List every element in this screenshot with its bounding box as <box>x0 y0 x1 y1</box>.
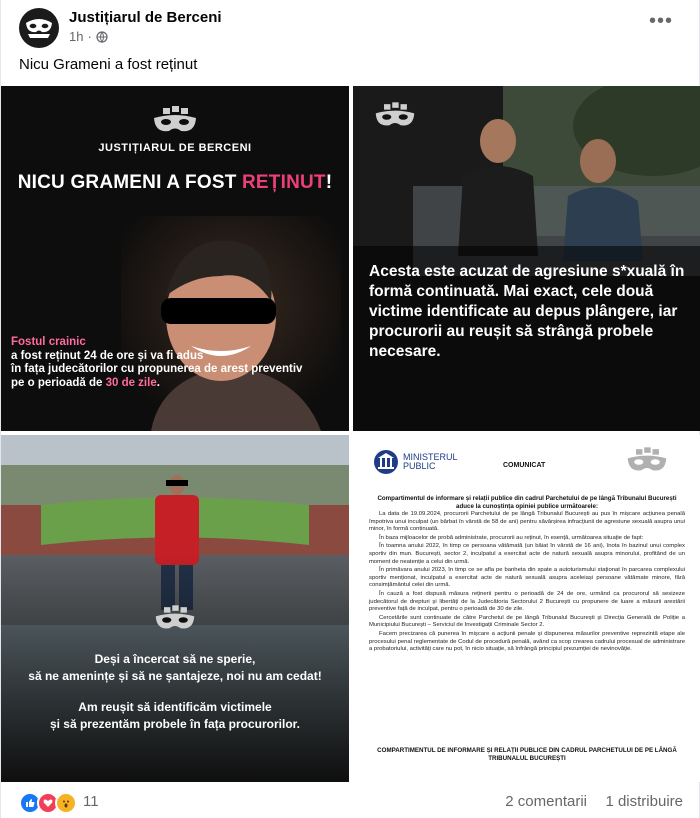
tile1-line4a: pe o perioadă de <box>11 376 106 389</box>
tile1-line1: Fostul crainic <box>11 336 86 348</box>
tile1-line2: a fost reținut 24 de ore și va fi adus <box>11 349 204 362</box>
street-scene-image <box>353 86 700 431</box>
man-portrait-image <box>121 216 341 431</box>
reactions-summary[interactable] <box>19 792 73 814</box>
post-header <box>19 8 683 48</box>
comments-link[interactable]: 2 comentarii <box>505 793 587 810</box>
tile1-line4c: . <box>156 376 160 389</box>
tile3-text1 <box>1 651 349 685</box>
shares-link[interactable]: 1 distribuire <box>605 793 683 810</box>
doc-title: Compartimentul de informare și relații publice din cadrul Parchetului de pe lângă Tribunalul București aduce la cunoștința opiniei publice următoarele: <box>377 495 677 510</box>
tile1-line4b: 30 de zile <box>105 376 157 389</box>
brand-mask-icon <box>625 447 669 477</box>
logo-line1: MINISTERUL <box>403 452 458 462</box>
headline-accent: REȚINUT <box>242 172 326 193</box>
brand-mask-icon <box>153 605 197 635</box>
tile1-line3: în fața judecătorilor cu propunerea de arest preventiv <box>11 363 303 375</box>
reaction-count[interactable]: 11 <box>83 793 99 810</box>
doc-paragraph: Cercetările sunt continuate de către Parchetul de pe lângă Tribunalul București și Direcția Generală de Poliție a Municipiului București – Serviciul de Investigații Criminale Sector 2. <box>369 614 685 629</box>
more-options-icon[interactable]: ••• <box>648 10 673 32</box>
post-caption: Nicu Grameni a fost reținut <box>19 56 198 73</box>
photo-tile-4[interactable] <box>353 435 700 782</box>
doc-footer: COMPARTIMENTUL DE INFORMARE ȘI RELAȚII PUBLICE DIN CADRUL PARCHETULUI DE PE LÂNGĂ TRIBUNALUL BUCUREȘTI <box>377 747 677 762</box>
page-avatar[interactable] <box>19 8 59 48</box>
doc-paragraph: În baza mijloacelor de probă administrate, procurorii au reținut, în esență, următoarea situație de fapt: <box>379 534 644 541</box>
photo-tile-1[interactable] <box>1 86 349 431</box>
tile1-line4 <box>11 377 341 391</box>
post-time[interactable]: 1h <box>69 29 84 44</box>
brand-mask-icon <box>373 102 417 132</box>
headline-main: NICU GRAMENI A FOST <box>17 172 242 193</box>
photo-tile-2[interactable] <box>353 86 700 431</box>
doc-body <box>369 511 685 655</box>
doc-paragraph: În toamna anului 2022, în timp ce persoana vătămată (un băiat în vârstă de 16 ani), înota în bazinul unui complex sportiv din mun. București, sector 2, inculpatul a exercitat acte de natură sexuală asupra minorului, profitând de un moment de neatenție a celui din urmă. <box>369 543 685 565</box>
logo-line2: PUBLIC <box>403 461 436 471</box>
tile3-text2-line1: Am reușit să identificăm victimele <box>78 700 272 714</box>
photo-grid <box>1 86 700 782</box>
doc-paragraph: În cauză a fost dispusă măsura reținerii pentru o perioadă de 24 de ore, urmând ca procurorul să sesizeze judecătorul de drepturi și libertăți de la Judecătoria Sectorului 2 București cu propunere de luare a măsurii arestării preventive față de inculpat, pentru o perioadă de 30 de zile. <box>369 590 685 613</box>
tile2-caption: Acesta este acuzat de agresiune s*xuală în formă continuată. Mai exact, cele două victime identificate au depus plângere, iar procurorii au reușit să strângă probele necesare. <box>369 263 685 360</box>
tile3-text2 <box>1 699 349 733</box>
brand-name: JUSTIȚIARUL DE BERCENI <box>98 142 252 154</box>
tile1-caption <box>11 336 341 390</box>
doc-comunicat: COMUNICAT <box>503 462 546 469</box>
doc-paragraph: Facem precizarea că punerea în mișcare a acțiunii penale și dispunerea măsurilor preventive reprezintă etape ale procesului penal reglementate de Codul de procedură penală, având ca scop crearea cadrului procesual de administrare a probatoriului, activități care nu pot, în nicio situație, să înfrângă principiul prezumției de nevinovăție. <box>369 630 685 653</box>
doc-paragraph: În primăvara anului 2023, în timp ce se afla pe banheta din spate a autoturismului staționat în parcarea complexului sportiv menționat, inculpatul a exercitat acte de natură sexuală asupra aceleiași persoane vătămate minore, fără consimțământul celei din urmă. <box>369 567 685 589</box>
post-footer <box>19 788 683 814</box>
globe-icon <box>96 31 108 43</box>
ministry-emblem-icon <box>373 449 399 475</box>
wow-icon <box>55 792 77 814</box>
post-meta <box>69 29 108 44</box>
tile3-text1-line1: Deși a încercat să ne sperie, <box>94 652 256 666</box>
page-name[interactable]: Justițiarul de Berceni <box>69 9 222 26</box>
ministerul-public-logo <box>373 449 458 475</box>
meta-dot: · <box>87 29 92 44</box>
photo-tile-3[interactable] <box>1 435 349 782</box>
tile3-text1-line2: să ne amenințe și să ne șantajeze, noi nu am cedat! <box>28 669 322 683</box>
headline-end: ! <box>325 172 333 193</box>
doc-paragraph: La data de 19.09.2024, procurorii Parchetului de pe lângă Tribunalul București au pus în mișcare acțiunea penală împotriva unui inculpat (un bărbat în vârstă de 58 de ani) pentru săvârșirea infracțiunii de agresiune sexuală asupra unui minor, în formă continuată. <box>369 511 685 533</box>
tile3-text2-line2: și să prezentăm probele în fața procurorilor. <box>49 717 301 731</box>
tile1-headline <box>1 172 349 194</box>
brand-mask-icon <box>1 106 349 143</box>
mask-logo-icon <box>24 17 54 39</box>
